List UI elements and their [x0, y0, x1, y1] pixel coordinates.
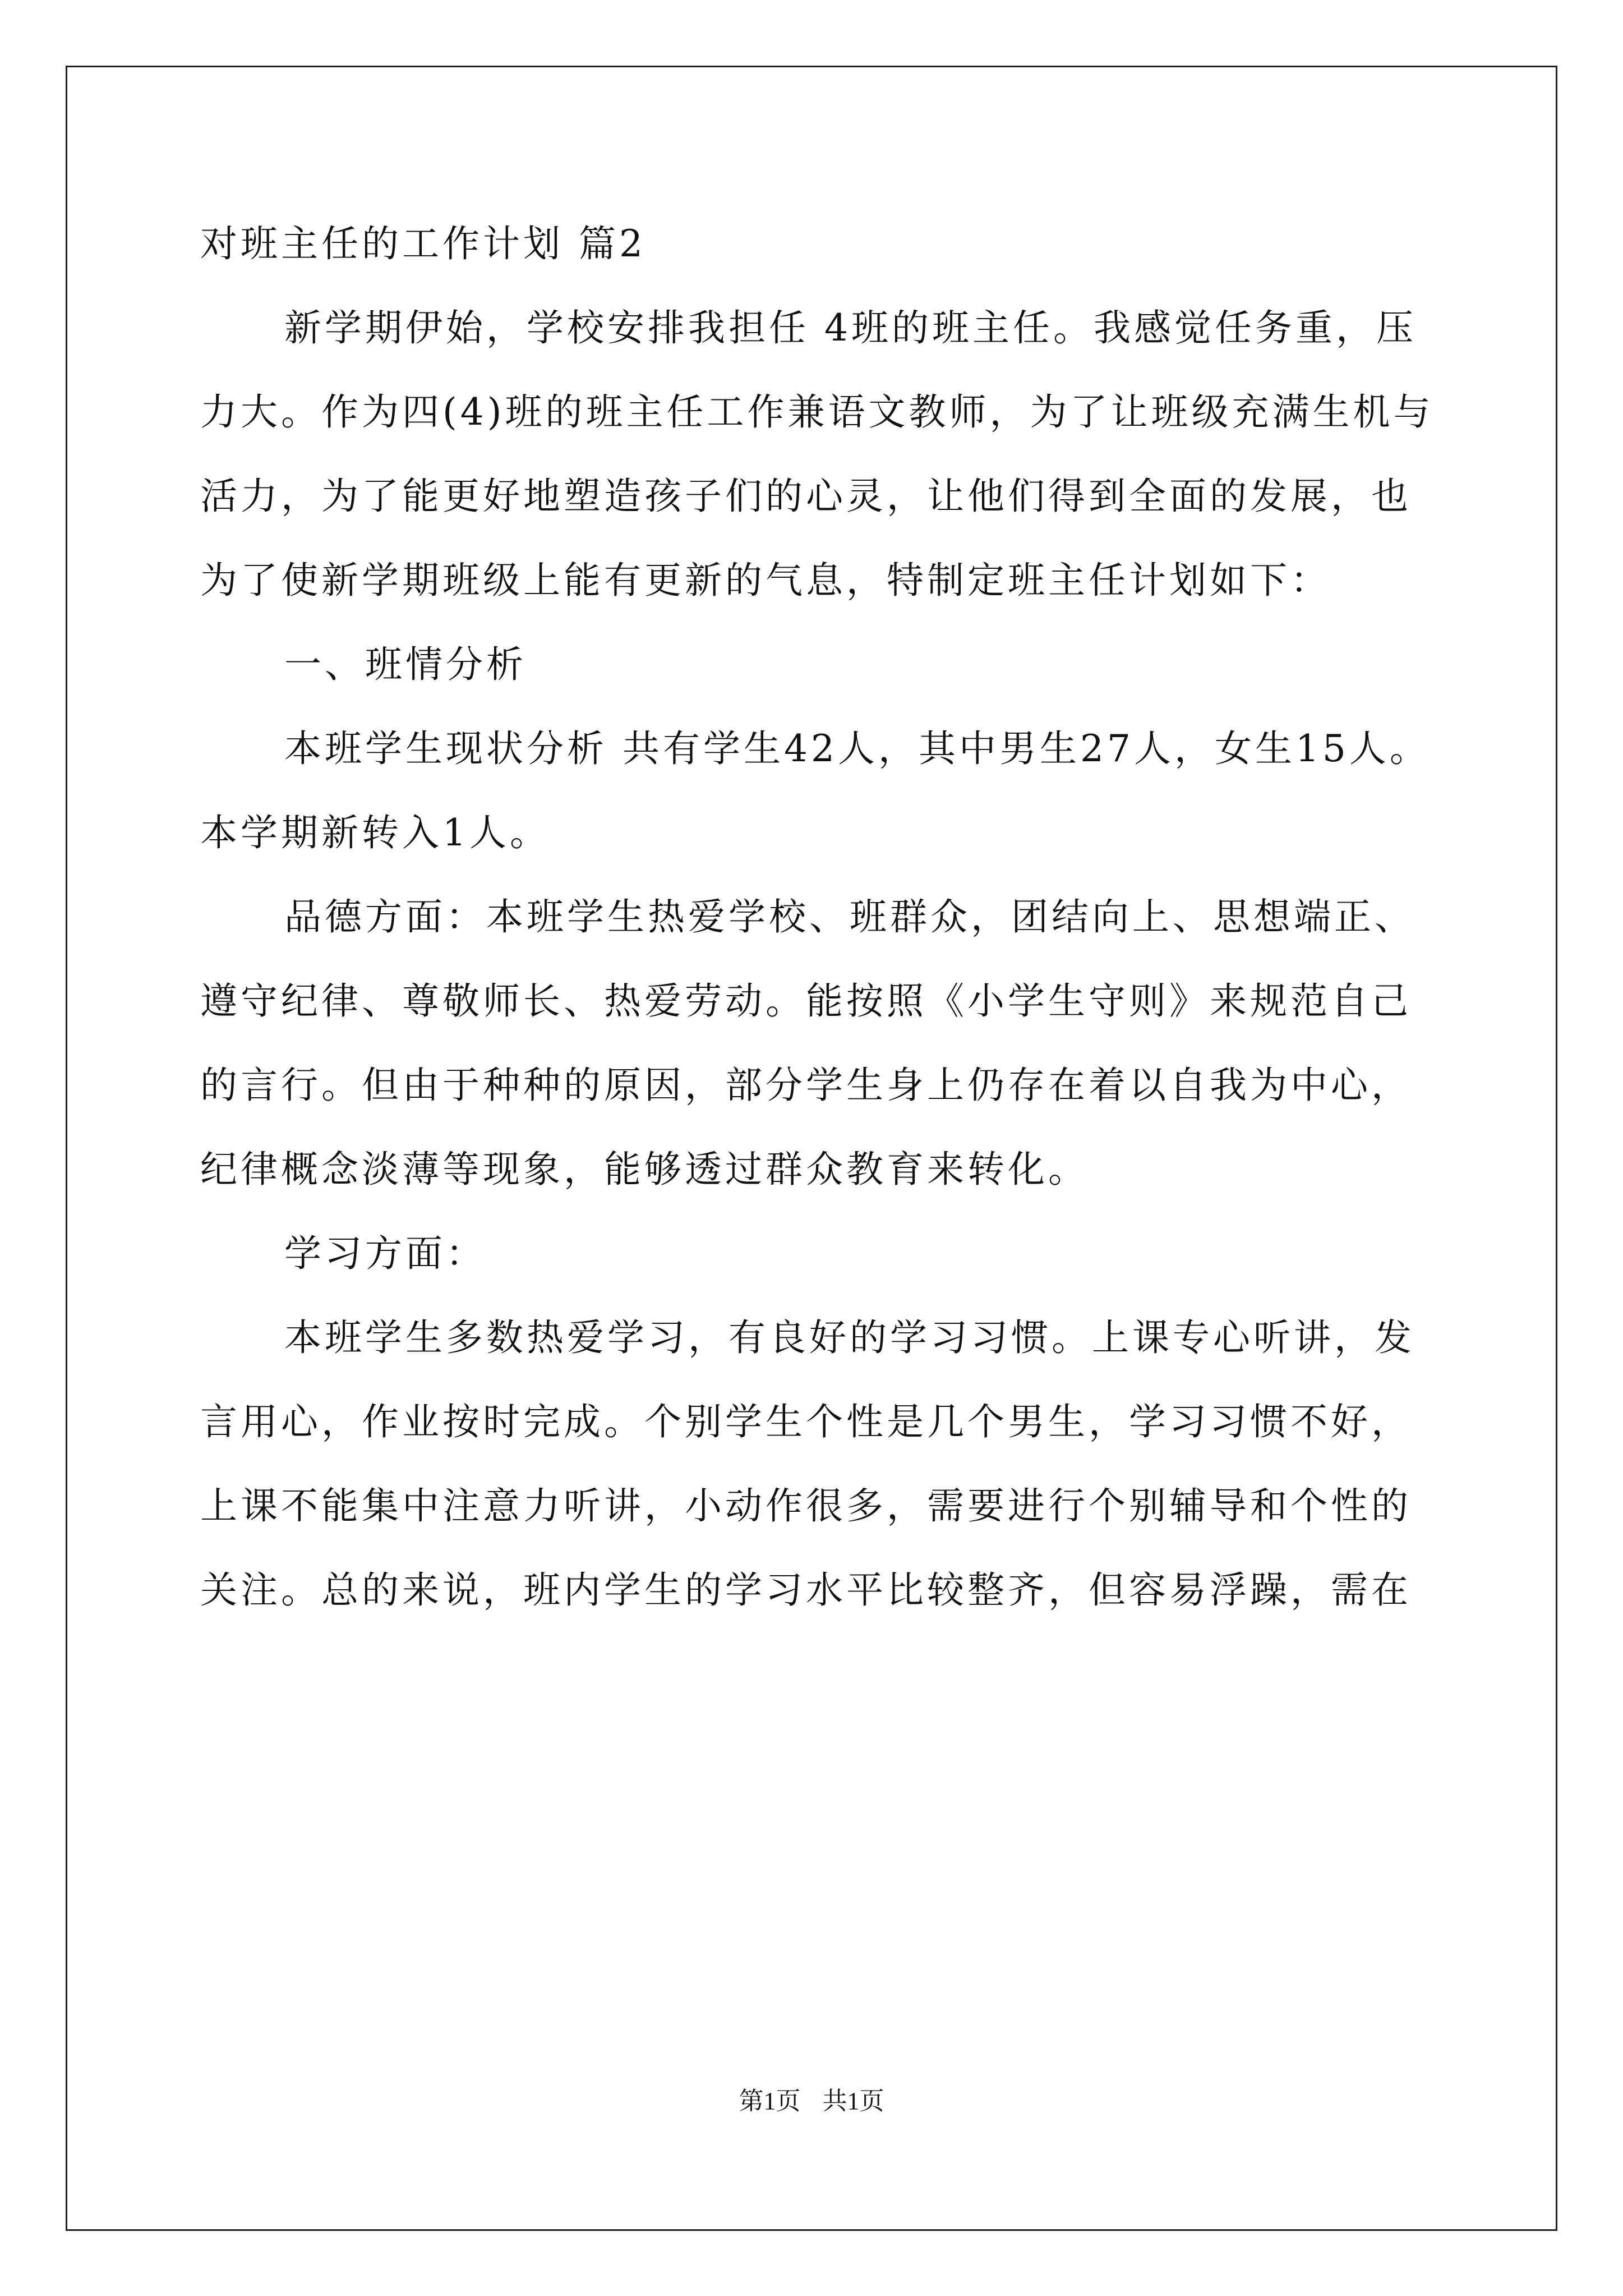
paragraph-line: 品德方面：本班学生热爱学校、班群众，团结向上、思想端正、 [284, 895, 1415, 938]
paragraph-line: 关注。总的来说，班内学生的学习水平比较整齐，但容易浮躁，需在 [200, 1568, 1412, 1612]
paragraph-line: 本班学生现状分析 共有学生42人，其中男生27人，女生15人。 [284, 727, 1430, 770]
paragraph-line: 本班学生多数热爱学习，有良好的学习习惯。上课专心听讲，发 [284, 1316, 1415, 1359]
document-title: 对班主任的工作计划 篇2 [200, 222, 646, 265]
paragraph-line: 遵守纪律、尊敬师长、热爱劳动。能按照《小学生守则》来规范自己 [200, 979, 1412, 1023]
page-number-current: 第1页 [739, 2087, 801, 2115]
paragraph-line: 上课不能集中注意力听讲，小动作很多，需要进行个别辅导和个性的 [200, 1484, 1412, 1527]
paragraph-line: 为了使新学期班级上能有更新的气息，特制定班主任计划如下： [200, 559, 1331, 602]
page-number-total: 共1页 [822, 2087, 884, 2115]
section-heading: 一、班情分析 [284, 643, 527, 686]
paragraph-line: 纪律概念淡薄等现象，能够透过群众教育来转化。 [200, 1148, 1089, 1191]
paragraph-line: 的言行。但由于种种的原因，部分学生身上仍存在着以自我为中心， [200, 1064, 1412, 1107]
paragraph-line: 言用心，作业按时完成。个别学生个性是几个男生，学习习惯不好， [200, 1400, 1412, 1443]
paragraph-line: 力大。作为四(4)班的班主任工作兼语文教师，为了让班级充满生机与 [200, 390, 1434, 434]
paragraph-line: 活力，为了能更好地塑造孩子们的心灵，让他们得到全面的发展，也 [200, 475, 1412, 518]
paragraph-line: 本学期新转入1人。 [200, 811, 550, 854]
paragraph-line: 新学期伊始，学校安排我担任 4班的班主任。我感觉任务重，压 [284, 306, 1417, 349]
subsection-heading: 学习方面： [284, 1232, 486, 1275]
page-footer [0, 2086, 1623, 2117]
